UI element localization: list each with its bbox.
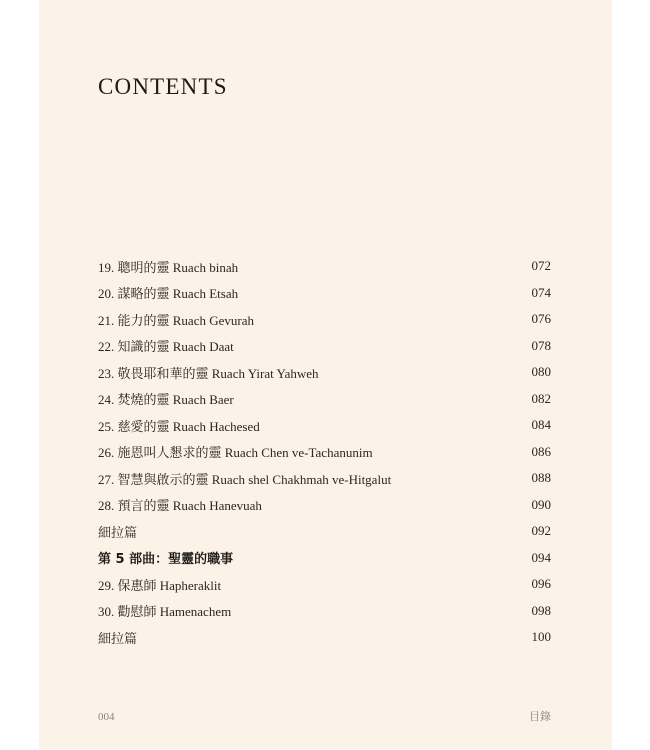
toc-entry-page: 094 [531, 549, 551, 565]
toc-entry[interactable] [98, 253, 551, 280]
toc-section-heading[interactable] [98, 545, 551, 572]
toc-entry-label: 28. 預言的靈 Ruach Hanevuah [98, 498, 262, 514]
toc-entry-page: 076 [531, 311, 551, 327]
toc-entry[interactable] [98, 333, 551, 360]
toc-entry-label: 細拉篇 [98, 630, 138, 646]
toc-entry[interactable] [98, 439, 551, 466]
toc-entry-label: 27. 智慧與啟示的靈 Ruach shel Chakhmah ve-Hitgalut [98, 471, 392, 487]
toc-entry-page: 098 [531, 602, 551, 618]
footer-page-number: 004 [98, 711, 115, 723]
toc-entry-page: 086 [531, 443, 551, 459]
toc-entry-label: 30. 勸慰師 Hamenachem [98, 604, 232, 620]
toc-entry[interactable] [98, 306, 551, 333]
toc-entry[interactable] [98, 465, 551, 492]
toc-entry-label: 23. 敬畏耶和華的靈 Ruach Yirat Yahweh [98, 365, 319, 381]
toc-entry[interactable] [98, 571, 551, 598]
book-page [39, 0, 612, 749]
toc-entry-interlude[interactable] [98, 518, 551, 545]
toc-entry-page: 100 [531, 629, 551, 645]
toc-entry-label: 細拉篇 [98, 524, 138, 540]
footer-running-title: 目錄 [529, 711, 551, 723]
toc-entry-label: 24. 焚燒的靈 Ruach Baer [98, 392, 234, 408]
toc-entry[interactable] [98, 598, 551, 625]
toc-entry-label: 20. 謀略的靈 Ruach Etsah [98, 286, 239, 302]
toc-entry[interactable] [98, 386, 551, 413]
toc-entry-page: 088 [531, 470, 551, 486]
page-title: CONTENTS [98, 74, 228, 99]
toc-entry-page: 092 [531, 523, 551, 539]
toc-entry[interactable] [98, 359, 551, 386]
toc-entry-label: 22. 知識的靈 Ruach Daat [98, 339, 234, 355]
toc-section-label: 第 5 部曲：聖靈的職事 [98, 552, 234, 568]
toc-entry-label: 19. 聰明的靈 Ruach binah [98, 259, 239, 275]
toc-entry-label: 26. 施恩叫人懇求的靈 Ruach Chen ve-Tachanunim [98, 445, 373, 461]
toc-entry[interactable] [98, 412, 551, 439]
toc-entry-page: 084 [531, 417, 551, 433]
toc-entry[interactable] [98, 492, 551, 519]
toc-entry-page: 072 [531, 258, 551, 274]
toc-entry-page: 082 [531, 390, 551, 406]
toc-entry-page: 078 [531, 337, 551, 353]
toc-entry-label: 29. 保惠師 Hapheraklit [98, 577, 222, 593]
toc-entry-label: 21. 能力的靈 Ruach Gevurah [98, 312, 254, 328]
toc-entry[interactable] [98, 280, 551, 307]
table-of-contents [98, 253, 551, 651]
toc-entry-page: 080 [531, 364, 551, 380]
toc-entry-page: 074 [531, 284, 551, 300]
toc-entry-page: 096 [531, 576, 551, 592]
toc-entry-label: 25. 慈愛的靈 Ruach Hachesed [98, 418, 260, 434]
toc-entry-page: 090 [531, 496, 551, 512]
toc-entry-interlude[interactable] [98, 624, 551, 651]
